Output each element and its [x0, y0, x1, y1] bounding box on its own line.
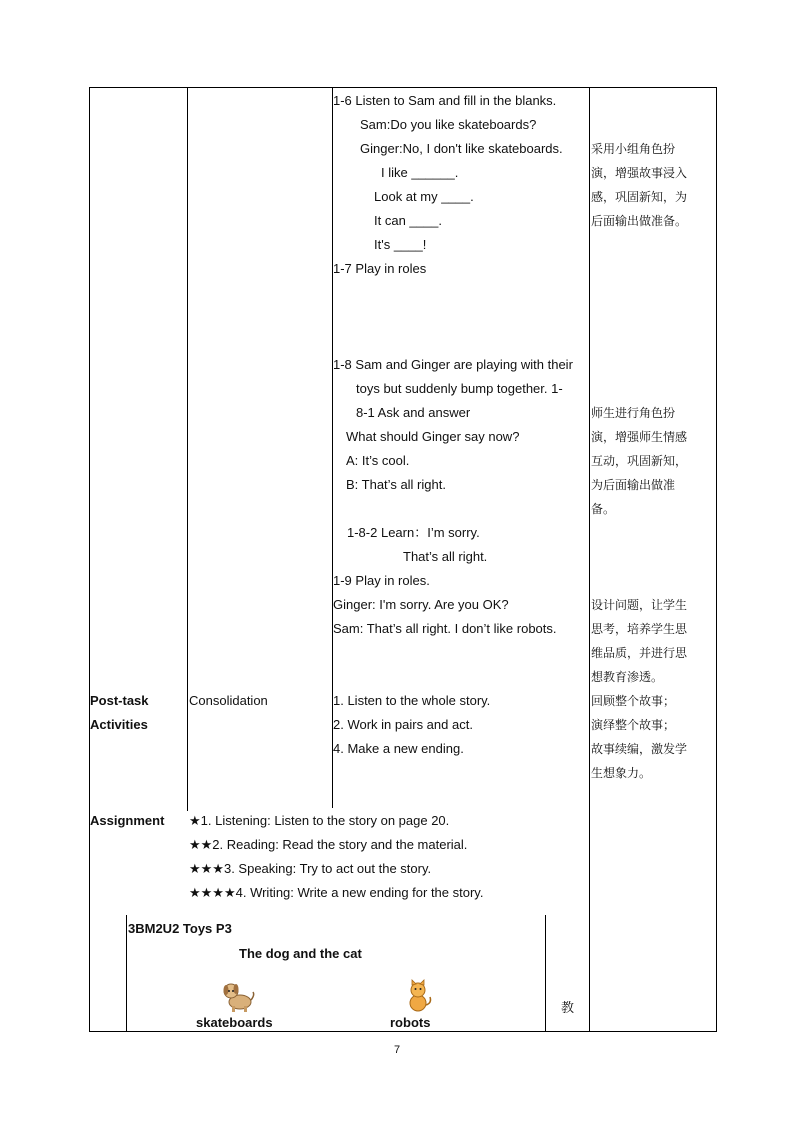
dialogue-ginger-answer: Ginger:No, I don't like skateboards.: [360, 141, 563, 156]
dialogue-ginger: Ginger: I'm sorry. Are you OK?: [333, 597, 509, 612]
board-word-robots: robots: [390, 1015, 431, 1030]
blank-it-can: It can ____.: [374, 213, 442, 228]
assignment-item-4: ★★★★4. Writing: Write a new ending for the story.: [189, 885, 484, 900]
table-top-border: [89, 87, 717, 88]
note-1-line-4: 后面输出做准备。: [591, 214, 688, 228]
learn-line-1: 1-8-2 Learn：I’m sorry.: [347, 525, 480, 540]
note-3-line-2: 思考，培养学生思: [591, 622, 688, 636]
blank-its: It's ____!: [374, 237, 427, 252]
page-number: 7: [394, 1044, 401, 1056]
post-task-item-2: 2. Work in pairs and act.: [333, 717, 473, 732]
note-4-line-2: 演绎整个故事；: [591, 718, 676, 732]
post-task-item-3: 4. Make a new ending.: [333, 741, 464, 756]
table-left-border: [89, 87, 90, 1032]
board-right-border: [545, 915, 546, 1032]
note-3-line-1: 设计问题，让学生: [591, 598, 688, 612]
blank-look-at: Look at my ____.: [374, 189, 474, 204]
board-word-skateboards: skateboards: [196, 1015, 273, 1030]
assignment-item-1: ★1. Listening: Listen to the story on page 20.: [189, 813, 450, 828]
post-task-item-1: 1. Listen to the whole story.: [333, 693, 491, 708]
step-1-8-line3: 8-1 Ask and answer: [356, 405, 471, 420]
question-what-should: What should Ginger say now?: [346, 429, 520, 444]
note-2-line-4: 为后面输出做准: [591, 478, 676, 492]
step-1-9: 1-9 Play in roles.: [333, 573, 430, 588]
dialogue-sam-question: Sam:Do you like skateboards?: [360, 117, 537, 132]
step-1-6: 1-6 Listen to Sam and fill in the blanks.: [333, 93, 557, 108]
note-2-line-1: 师生进行角色扮: [591, 406, 676, 420]
assignment-item-3: ★★★3. Speaking: Try to act out the story.: [189, 861, 432, 876]
note-3-line-3: 维品质，并进行思: [591, 646, 688, 660]
note-2-line-2: 演，增强师生情感: [591, 430, 688, 444]
step-1-8-line2: toys but suddenly bump together. 1-: [356, 381, 563, 396]
board-side-char: 教: [561, 1001, 575, 1016]
post-task-label-1: Post-task: [90, 693, 149, 708]
stage-consolidation: Consolidation: [189, 693, 268, 708]
assignment-item-2: ★★2. Reading: Read the story and the material.: [189, 837, 468, 852]
blank-i-like: I like ______.: [381, 165, 459, 180]
dialogue-sam: Sam: That’s all right. I don’t like robots.: [333, 621, 557, 636]
dog-picture: [220, 980, 256, 1014]
option-b: B: That’s all right.: [346, 477, 446, 492]
learn-line-2: That’s all right.: [403, 549, 488, 564]
step-1-7: 1-7 Play in roles: [333, 261, 427, 276]
note-1-line-3: 感，巩固新知，为: [591, 190, 688, 204]
note-2-line-5: 备。: [591, 502, 616, 516]
board-title: 3BM2U2 Toys P3: [128, 921, 232, 936]
table-right-border: [716, 87, 717, 1032]
post-task-label-2: Activities: [90, 717, 148, 732]
note-4-line-3: 故事续编，激发学: [591, 742, 688, 756]
option-a: A: It’s cool.: [346, 453, 410, 468]
assignment-label: Assignment: [90, 813, 165, 828]
note-2-line-3: 互动，巩固新知，: [591, 454, 688, 468]
note-4-line-1: 回顾整个故事；: [591, 694, 676, 708]
note-3-line-4: 想教育渗透。: [591, 670, 664, 684]
cat-picture: [401, 979, 435, 1013]
note-1-line-2: 演，增强故事浸入: [591, 166, 688, 180]
board-left-border: [126, 915, 127, 1032]
column-divider-1: [187, 87, 188, 811]
note-4-line-4: 生想象力。: [591, 766, 652, 780]
step-1-8-line1: 1-8 Sam and Ginger are playing with their: [333, 357, 573, 372]
note-1-line-1: 采用小组角色扮: [591, 142, 676, 156]
column-divider-3: [589, 87, 590, 1032]
board-subtitle: The dog and the cat: [239, 946, 362, 961]
